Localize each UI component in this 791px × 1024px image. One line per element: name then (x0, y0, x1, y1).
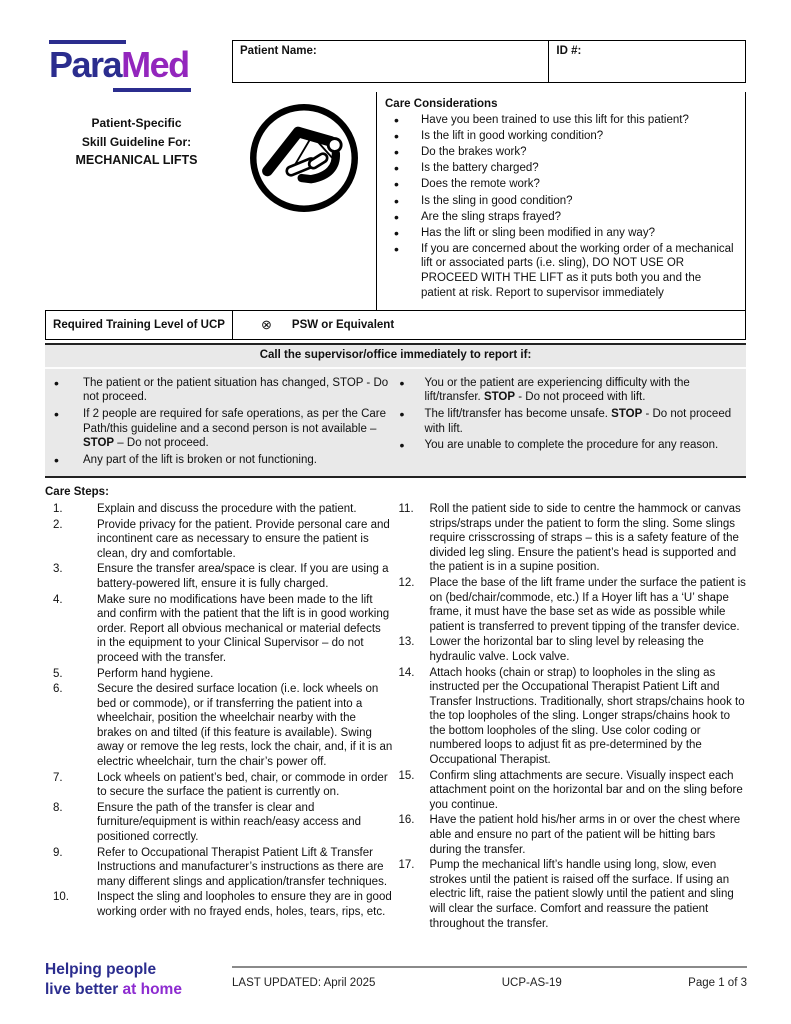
guideline-line2: Skill Guideline For: (81, 134, 192, 149)
lift-icon-cell (232, 92, 377, 310)
logo-para-text: Para (49, 44, 122, 85)
supervisor-alert-section (45, 343, 746, 478)
supervisor-alert-item: • The lift/transfer has become unsafe. STOP - Do not proceed with lift. (395, 407, 745, 436)
step-number: 17. (398, 859, 415, 872)
care-step-item: 1. Explain and discuss the procedure with the patient. (53, 502, 357, 515)
care-consideration-item: • Is the battery charged? (385, 161, 737, 176)
care-consideration-item: • Have you been trained to use this lift for this patient? (385, 113, 737, 128)
care-step-item: 4. Make sure no modifications have been made to the lift and confirm with the patient that the lift is in good working order. Report all obvious mechanical or material defects in the equipment to your Clinical Supervisor – do not proceed with the transfer. (53, 593, 390, 664)
care-step-item: 13. Lower the horizontal bar to sling level by releasing the hydraulic valve. Lock valve. (398, 636, 704, 663)
care-step-item: 8. Ensure the path of the transfer is clear and furniture/equipment is within reach/easy access and positioned correctly. (53, 801, 362, 844)
step-number: 5. (53, 667, 63, 680)
footer-meta-bar (232, 966, 747, 991)
care-considerations-cell (377, 92, 745, 310)
step-number: 2. (53, 518, 63, 531)
supervisor-left-list (45, 376, 395, 468)
training-level-label: Required Training Level of UCP (46, 311, 233, 339)
mechanical-lift-icon (245, 99, 363, 217)
step-number: 10. (53, 891, 69, 904)
tagline-line2: live better at home (45, 980, 182, 998)
supervisor-right-list (395, 376, 745, 453)
care-step-item: 16. Have the patient hold his/her arms in or over the chest where able and ensure no part of the patient will be hitting bars during the transfer. (398, 814, 741, 856)
care-consideration-item: • Is the sling in good condition? (385, 194, 737, 209)
header (45, 40, 746, 92)
tagline-line1: Helping people (45, 960, 157, 978)
care-consideration-item: • Does the remote work? (385, 177, 737, 192)
tagline-accent: at home (122, 980, 182, 998)
step-number: 16. (398, 814, 415, 827)
step-number: 15. (398, 769, 415, 782)
id-label: ID #: (556, 45, 582, 57)
care-considerations-title: Care Considerations (385, 98, 498, 110)
care-consideration-item: • Do the brakes work? (385, 145, 737, 160)
care-steps-left-column (45, 501, 393, 931)
footer (45, 960, 747, 1000)
care-step-item: 11. Roll the patient side to side to centre the hammock or canvas strips/straps under the patient to form the sling. Some slings require crisscrossing of straps – this is a safety feature of the divided leg sling. Ensure the patient’s head is supported and the patient is in a supine position. (398, 502, 741, 574)
care-step-item: 12. Place the base of the lift frame under the surface the patient is on (bed/chair/commode, etc.) If a Hoyer lift has a ‘U’ shape frame, it must have the base set as wide as possible while patient is transferred to prevent tipping of the transfer device. (398, 576, 746, 633)
care-step-item: 15. Confirm sling attachments are secure. Visually inspect each attachment point on the horizontal bar and on the sling before you continue. (398, 769, 743, 811)
step-number: 8. (53, 801, 63, 814)
supervisor-left-column (45, 374, 395, 468)
care-consideration-item: • Are the sling straps frayed? (385, 210, 737, 225)
page-number: Page 1 of 3 (688, 976, 747, 989)
guideline-title-block (45, 92, 232, 311)
care-step-item: 9. Refer to Occupational Therapist Patient Lift & Transfer Instructions and manufacturer’s instructions as there are many different slings and application/transfer techniques. (53, 846, 388, 888)
patient-name-label: Patient Name: (240, 45, 317, 57)
guideline-line3: MECHANICAL LIFTS (75, 153, 198, 168)
training-level-text: PSW or Equivalent (291, 318, 395, 331)
brand-tagline (45, 960, 232, 1000)
care-step-item: 10. Inspect the sling and loopholes to ensure they are in good working order with no frayed ends, holes, tears, rips, etc. (53, 891, 392, 918)
step-number: 12. (398, 576, 415, 589)
care-step-item: 7. Lock wheels on patient’s bed, chair, or commode in order to secure the surface the patient is currently on. (53, 771, 388, 799)
care-step-item: 3. Ensure the transfer area/space is clear. If you are using a battery-powered lift, ensure it is fully charged. (53, 563, 389, 590)
supervisor-alert-item: • Any part of the lift is broken or not functioning. (45, 453, 395, 468)
care-step-item: 5. Perform hand hygiene. (53, 667, 214, 680)
guideline-line1: Patient-Specific (91, 116, 182, 130)
last-updated-text: LAST UPDATED: April 2025 (232, 976, 376, 989)
step-number: 1. (53, 502, 63, 515)
step-number: 13. (398, 636, 415, 649)
care-step-item: 17. Pump the mechanical lift’s handle using long, slow, even strokes until the patient is raised off the surface. If using an electric lift, raise the patient slowly until the patient and sling will clear the surface. Comfort and reassure the patient throughout the transfer. (398, 859, 734, 930)
guideline-band (45, 92, 746, 311)
care-considerations-list (385, 113, 737, 300)
step-number: 14. (398, 666, 415, 679)
supervisor-alert-title: Call the supervisor/office immediately to report if: (45, 345, 746, 369)
logo-med-text: Med (121, 44, 189, 85)
care-consideration-item: • Has the lift or sling been modified in any way? (385, 226, 737, 241)
care-consideration-item: • If you are concerned about the working order of a mechanical lift or associated parts (i.e. sling), DO NOT USE OR PROCEED WITH THE LIFT as it puts both you and the patient at risk. Report to supervisor immediately (385, 242, 737, 300)
supervisor-right-column (395, 374, 745, 468)
id-field[interactable] (549, 57, 745, 82)
id-cell (549, 41, 745, 82)
step-number: 6. (53, 683, 63, 696)
care-step-item: 2. Provide privacy for the patient. Provide personal care and incontinent care as necessary to ensure the patient is clean, dry and comfortable. (53, 518, 390, 560)
supervisor-alert-item: • The patient or the patient situation has changed, STOP - Do not proceed. (45, 376, 395, 405)
care-consideration-item: • Is the lift in good working condition? (385, 129, 737, 144)
care-steps (45, 501, 746, 931)
patient-info-table (232, 40, 746, 83)
supervisor-alert-item: • You are unable to complete the procedure for any reason. (395, 438, 745, 453)
step-number: 3. (53, 563, 63, 576)
patient-name-cell (233, 41, 549, 82)
care-step-item: 6. Secure the desired surface location (i.e. lock wheels on bed or commode), or if transferring the patient into a wheelchair, position the wheelchair nearby with the brakes on and tilted (if this feature is available). Swing away or remove the leg rests, lock the chair, and, if it is an electric wheelchair, turn the chair’s power off. (53, 683, 393, 769)
care-steps-right-column (399, 501, 747, 931)
care-considerations-box (232, 92, 746, 311)
patient-name-field[interactable] (233, 57, 548, 82)
training-level-value (233, 311, 745, 339)
step-number: 11. (398, 502, 414, 515)
care-steps-list-1-10 (45, 502, 393, 920)
step-number: 4. (53, 593, 63, 606)
step-number: 9. (53, 846, 63, 859)
paramed-logo (47, 40, 193, 92)
document-code: UCP-AS-19 (501, 976, 562, 989)
supervisor-alert-item: • You or the patient are experiencing difficulty with the lift/transfer. STOP - Do not proceed with lift. (395, 376, 745, 405)
step-number: 7. (53, 771, 63, 784)
care-steps-list-11-17 (399, 502, 747, 931)
supervisor-alert-item: • If 2 people are required for safe operations, as per the Care Path/this guideline and a second person is not available – STOP – Do not proceed. (45, 407, 395, 451)
training-level-row (45, 310, 746, 340)
care-steps-title: Care Steps: (45, 486, 109, 499)
circled-x-icon: ⊗ (261, 316, 272, 332)
care-step-item: 14. Attach hooks (chain or strap) to loopholes in the sling as instructed per the Occupational Therapist Patient Lift and Transfer Instructions. Traditionally, short straps/chains hook to the top loopholes of the sling. Longer straps/chains hook to the bottom loopholes of the sling. Use color coding or numbered loops to adjust fit as pre-determined by the Occupational Therapist. (398, 666, 745, 767)
